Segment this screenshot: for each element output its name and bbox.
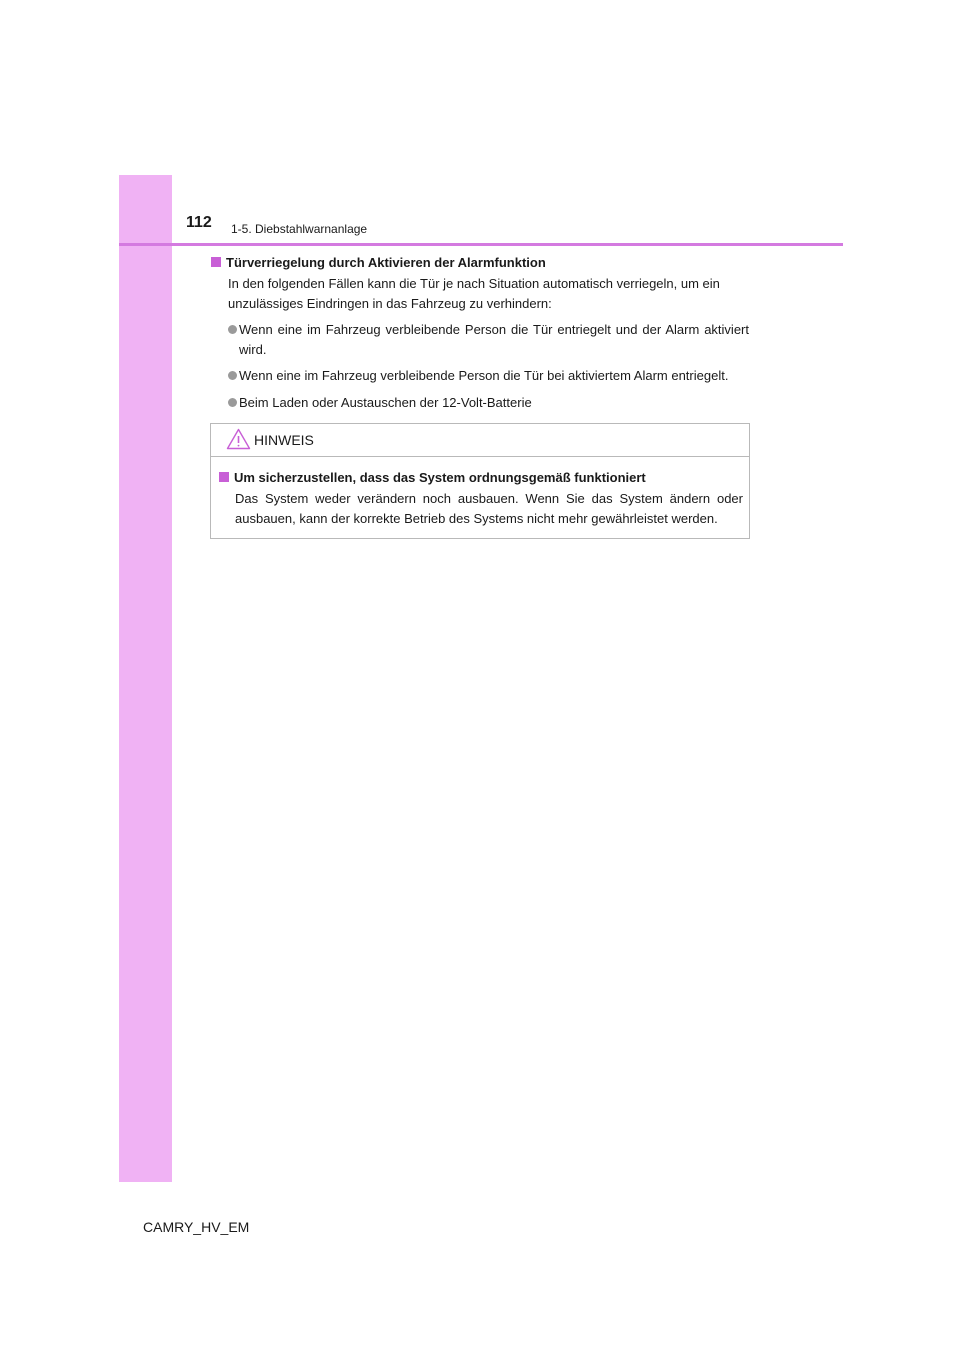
round-bullet-icon (228, 325, 237, 334)
square-bullet-icon (219, 472, 229, 482)
header-divider (119, 243, 843, 246)
intro-paragraph: In den folgenden Fällen kann die Tür je nach Situation automatisch verriegeln, um ein unzulässiges Eindringen in das Fahrzeug zu verhindern: (228, 276, 720, 311)
list-item-text: Wenn eine im Fahrzeug verbleibende Person die Tür entriegelt und der Alarm aktiviert wird. (239, 322, 749, 357)
list-item-text: Beim Laden oder Austauschen der 12-Volt-Batterie (239, 394, 532, 410)
footer-document-code: CAMRY_HV_EM (143, 1219, 250, 1235)
notice-body (211, 457, 749, 528)
square-bullet-icon (211, 257, 221, 267)
main-content (211, 254, 751, 412)
warning-triangle-icon (226, 428, 251, 450)
notice-label: HINWEIS (254, 432, 314, 448)
list-item-text: Wenn eine im Fahrzeug verbleibende Person die Tür bei aktiviertem Alarm entriegelt. (239, 368, 729, 383)
section-heading-text: Türverriegelung durch Aktivieren der Alarmfunktion (226, 255, 546, 270)
section-heading (211, 254, 751, 271)
list-item (228, 393, 749, 413)
notice-text: Das System weder verändern noch ausbauen. Wenn Sie das System ändern oder ausbauen, kann der korrekte Betrieb des Systems nicht mehr gewährleistet werden. (235, 491, 743, 526)
notice-header (211, 424, 749, 457)
round-bullet-icon (228, 371, 237, 380)
notice-heading (219, 469, 741, 486)
section-title: 1-5. Diebstahlwarnanlage (231, 222, 368, 236)
round-bullet-icon (228, 398, 237, 407)
page-number: 112 (186, 214, 212, 231)
side-tab-band (119, 175, 172, 1182)
list-item (228, 366, 749, 386)
notice-heading-text: Um sicherzustellen, dass das System ordnungsgemäß funktioniert (234, 470, 646, 485)
notice-box (210, 423, 750, 539)
list-item (228, 320, 749, 359)
